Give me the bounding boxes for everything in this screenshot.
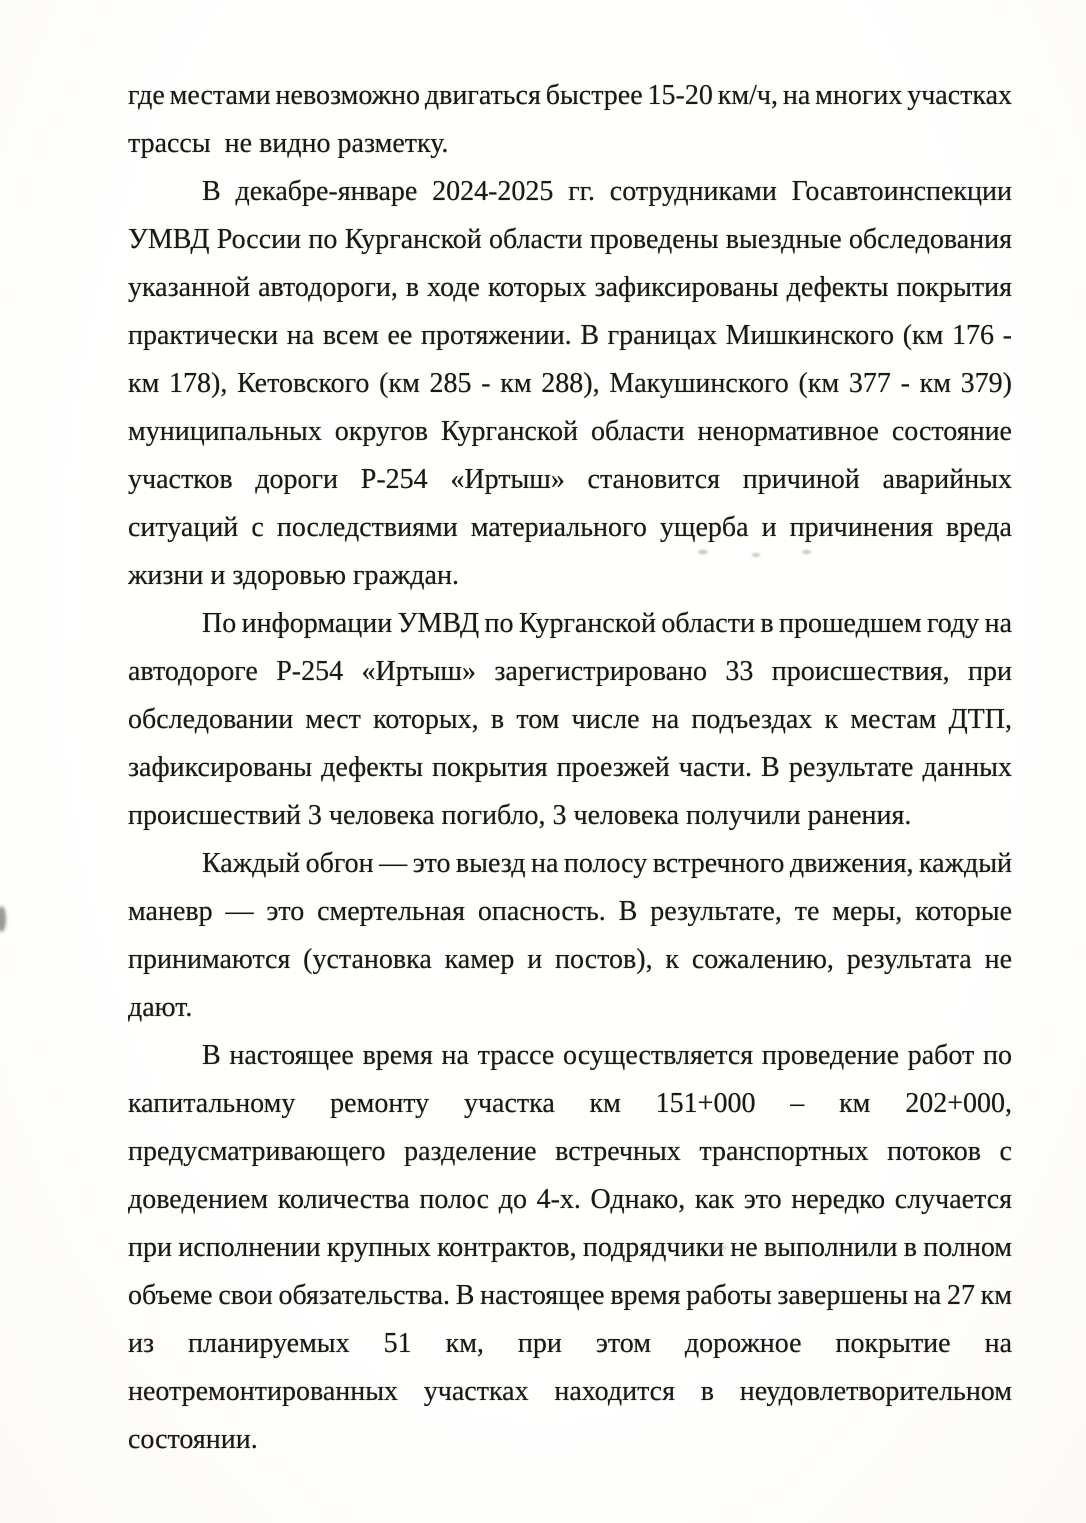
line-text: объеме свои обязательства. В настоящее время работы завершены на 27 км [128, 1280, 1012, 1311]
paragraph [128, 72, 1012, 168]
text-line [128, 840, 1012, 888]
text-line [128, 600, 1012, 648]
text-line [128, 648, 1012, 696]
text-line [128, 504, 1012, 552]
text-line [128, 264, 1012, 312]
line-text: жизни и здоровью граждан. [128, 560, 459, 591]
line-text: доведением количества полос до 4-х. Однако, как это нередко случается [128, 1184, 1012, 1215]
line-text: неотремонтированных участках находится в неудовлетворительном [128, 1376, 1012, 1407]
text-line [128, 312, 1012, 360]
line-text: указанной автодороги, в ходе которых зафиксированы дефекты покрытия [128, 272, 1012, 303]
line-text: Каждый обгон — это выезд на полосу встречного движения, каждый [202, 848, 1012, 879]
text-line [128, 456, 1012, 504]
line-text: зафиксированы дефекты покрытия проезжей части. В результате данных [128, 752, 1012, 783]
line-text: практически на всем ее протяжении. В границах Мишкинского (км 176 - [128, 320, 1012, 351]
first-line-indent [128, 871, 202, 872]
line-text: муниципальных округов Курганской области ненормативное состояние [128, 416, 1012, 447]
paragraph [128, 600, 1012, 840]
line-text: участков дороги Р-254 «Иртыш» становится причиной аварийных [128, 464, 1012, 495]
line-text: маневр — это смертельная опасность. В результате, те меры, которые [128, 896, 1012, 927]
line-text: По информации УМВД по Курганской области в прошедшем году на [202, 608, 1012, 639]
first-line-indent [128, 1063, 202, 1064]
line-text: предусматривающего разделение встречных транспортных потоков с [128, 1136, 1012, 1167]
text-line [128, 216, 1012, 264]
line-text: происшествий 3 человека погибло, 3 человека получили ранения. [128, 800, 912, 831]
line-text: дают. [128, 992, 193, 1023]
line-text: УМВД России по Курганской области проведены выездные обследования [128, 224, 1012, 255]
document-body [128, 72, 1012, 1464]
paragraph [128, 168, 1012, 600]
paragraph [128, 840, 1012, 1032]
line-text: В декабре-январе 2024-2025 гг. сотрудниками Госавтоинспекции [202, 176, 1012, 207]
text-line [128, 168, 1012, 216]
line-text: принимаются (установка камер и постов), к сожалению, результата не [128, 944, 1012, 975]
text-line [128, 984, 1012, 1032]
text-line [128, 1416, 1012, 1464]
text-line [128, 360, 1012, 408]
text-line [128, 120, 1012, 168]
text-line [128, 1272, 1012, 1320]
text-line [128, 552, 1012, 600]
line-text: состоянии. [128, 1424, 258, 1455]
first-line-indent [128, 199, 202, 200]
first-line-indent [128, 631, 202, 632]
line-text: В настоящее время на трассе осуществляется проведение работ по [202, 1040, 1012, 1071]
line-text: автодороге Р-254 «Иртыш» зарегистрировано 33 происшествия, при [128, 656, 1012, 687]
scan-artifact-left-edge [0, 906, 6, 932]
text-line [128, 744, 1012, 792]
line-text: при исполнении крупных контрактов, подрядчики не выполнили в полном [128, 1232, 1012, 1263]
line-text: из планируемых 51 км, при этом дорожное покрытие на [128, 1328, 1012, 1359]
text-line [128, 1320, 1012, 1368]
line-text: ситуаций с последствиями материального ущерба и причинения вреда [128, 512, 1012, 543]
text-line [128, 72, 1012, 120]
text-line [128, 888, 1012, 936]
text-line [128, 1176, 1012, 1224]
line-text: обследовании мест которых, в том числе на подъездах к местам ДТП, [128, 704, 1012, 735]
text-line [128, 1032, 1012, 1080]
text-line [128, 1080, 1012, 1128]
text-line [128, 1224, 1012, 1272]
paragraph [128, 1032, 1012, 1464]
text-line [128, 1128, 1012, 1176]
text-line [128, 696, 1012, 744]
text-line [128, 936, 1012, 984]
line-text: капитальному ремонту участка км 151+000 – км 202+000, [128, 1088, 1012, 1119]
text-line [128, 408, 1012, 456]
line-text: трассы не видно разметку. [128, 128, 449, 159]
line-text: где местами невозможно двигаться быстрее 15-20 км/ч, на многих участках [128, 80, 1012, 111]
text-line [128, 792, 1012, 840]
line-text: км 178), Кетовского (км 285 - км 288), Макушинского (км 377 - км 379) [128, 368, 1012, 399]
text-line [128, 1368, 1012, 1416]
